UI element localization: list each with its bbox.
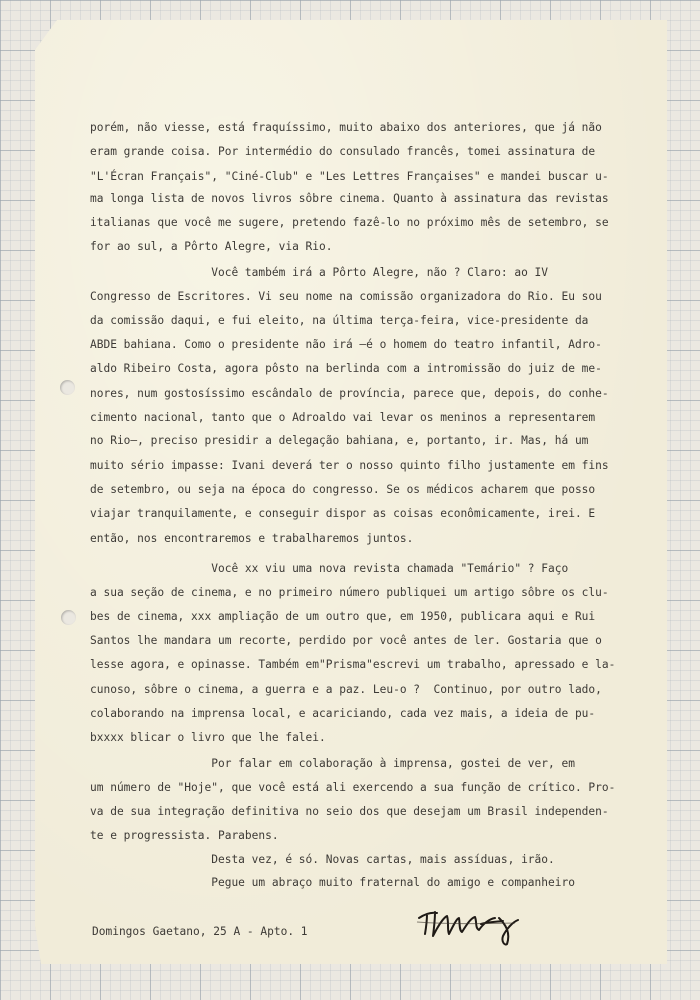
binder-hole-lower (61, 610, 76, 625)
letter-line: for ao sul, a Pôrto Alegre, via Rio. (90, 240, 333, 253)
letter-line: Por falar em colaboração à imprensa, gostei de ver, em (90, 757, 575, 770)
letter-line: da comissão daqui, e fui eleito, na última terça-feira, vice-presidente da (90, 314, 589, 327)
letter-line: bes de cinema, xxx ampliação de um outro que, em 1950, publicara aqui e Rui (90, 610, 596, 623)
letter-line: te e progressista. Parabens. (90, 829, 279, 842)
letter-line: eram grande coisa. Por intermédio do consulado francês, tomei assinatura de (90, 145, 596, 158)
letter-line: colaborando na imprensa local, e acariciando, cada vez mais, a ideia de pu- (90, 707, 596, 720)
letter-line: va de sua integração definitiva no seio dos que desejam um Brasil independen- (90, 805, 609, 818)
letter-line: viajar tranquilamente, e conseguir dispor as coisas econômicamente, irei. E (90, 507, 596, 520)
letter-line: Pegue um abraço muito fraternal do amigo e companheiro (90, 876, 575, 889)
letter-line: italianas que você me sugere, pretendo fazê-lo no próximo mês de setembro, se (90, 216, 609, 229)
letter-line: de setembro, ou seja na época do congresso. Se os médicos acharem que posso (90, 483, 596, 496)
letter-line: "L'Écran Français", "Ciné-Club" e "Les Lettres Françaises" e mandei buscar u- (90, 170, 609, 183)
letter-line: cimento nacional, tanto que o Adroaldo vai levar os meninos a representarem (90, 411, 596, 424)
letter-line: no Rio—, preciso presidir a delegação bahiana, e, portanto, ir. Mas, há um (90, 434, 589, 447)
letter-line: Congresso de Escritores. Vi seu nome na comissão organizadora do Rio. Eu sou (90, 290, 602, 303)
letter-line: Desta vez, é só. Novas cartas, mais assíduas, irão. (90, 853, 555, 866)
letter-line: lesse agora, e opinasse. Também em"Prisma"escrevi um trabalho, apressado e la- (90, 658, 616, 671)
letter-line: bxxxx blicar o livro que lhe falei. (90, 731, 326, 744)
letter-line: Você também irá a Pôrto Alegre, não ? Claro: ao IV (90, 266, 549, 279)
binder-hole-upper (60, 380, 75, 395)
letter-line: a sua seção de cinema, e no primeiro número publiquei um artigo sôbre os clu- (90, 586, 609, 599)
letter-line: ABDE bahiana. Como o presidente não irá —é o homem do teatro infantil, Adro- (90, 338, 602, 351)
handwritten-signature (415, 888, 520, 948)
letter-line: ma longa lista de novos livros sôbre cinema. Quanto à assinatura das revistas (90, 192, 609, 205)
letter-line: aldo Ribeiro Costa, agora pôsto na berlinda com a intromissão do juiz de me- (90, 362, 602, 375)
letter-line: um número de "Hoje", que você está ali exercendo a sua função de crítico. Pro- (90, 781, 616, 794)
letter-line: Santos lhe mandara um recorte, perdido por você antes de ler. Gostaria que o (90, 634, 602, 647)
letter-line: então, nos encontraremos e trabalharemos juntos. (90, 532, 414, 545)
letter-line: nores, num gostosíssimo escândalo de província, parece que, depois, do conhe- (90, 387, 609, 400)
letter-line: cunoso, sôbre o cinema, a guerra e a paz. Leu-o ? Continuo, por outro lado, (90, 683, 602, 696)
letter-line: muito sério impasse: Ivani deverá ter o nosso quinto filho justamente em fins (90, 459, 609, 472)
letter-line: porém, não viesse, está fraquíssimo, muito abaixo dos anteriores, que já não (90, 121, 602, 134)
sender-address: Domingos Gaetano, 25 A - Apto. 1 (92, 925, 308, 938)
letter-line: Você xx viu uma nova revista chamada "Temário" ? Faço (90, 562, 569, 575)
